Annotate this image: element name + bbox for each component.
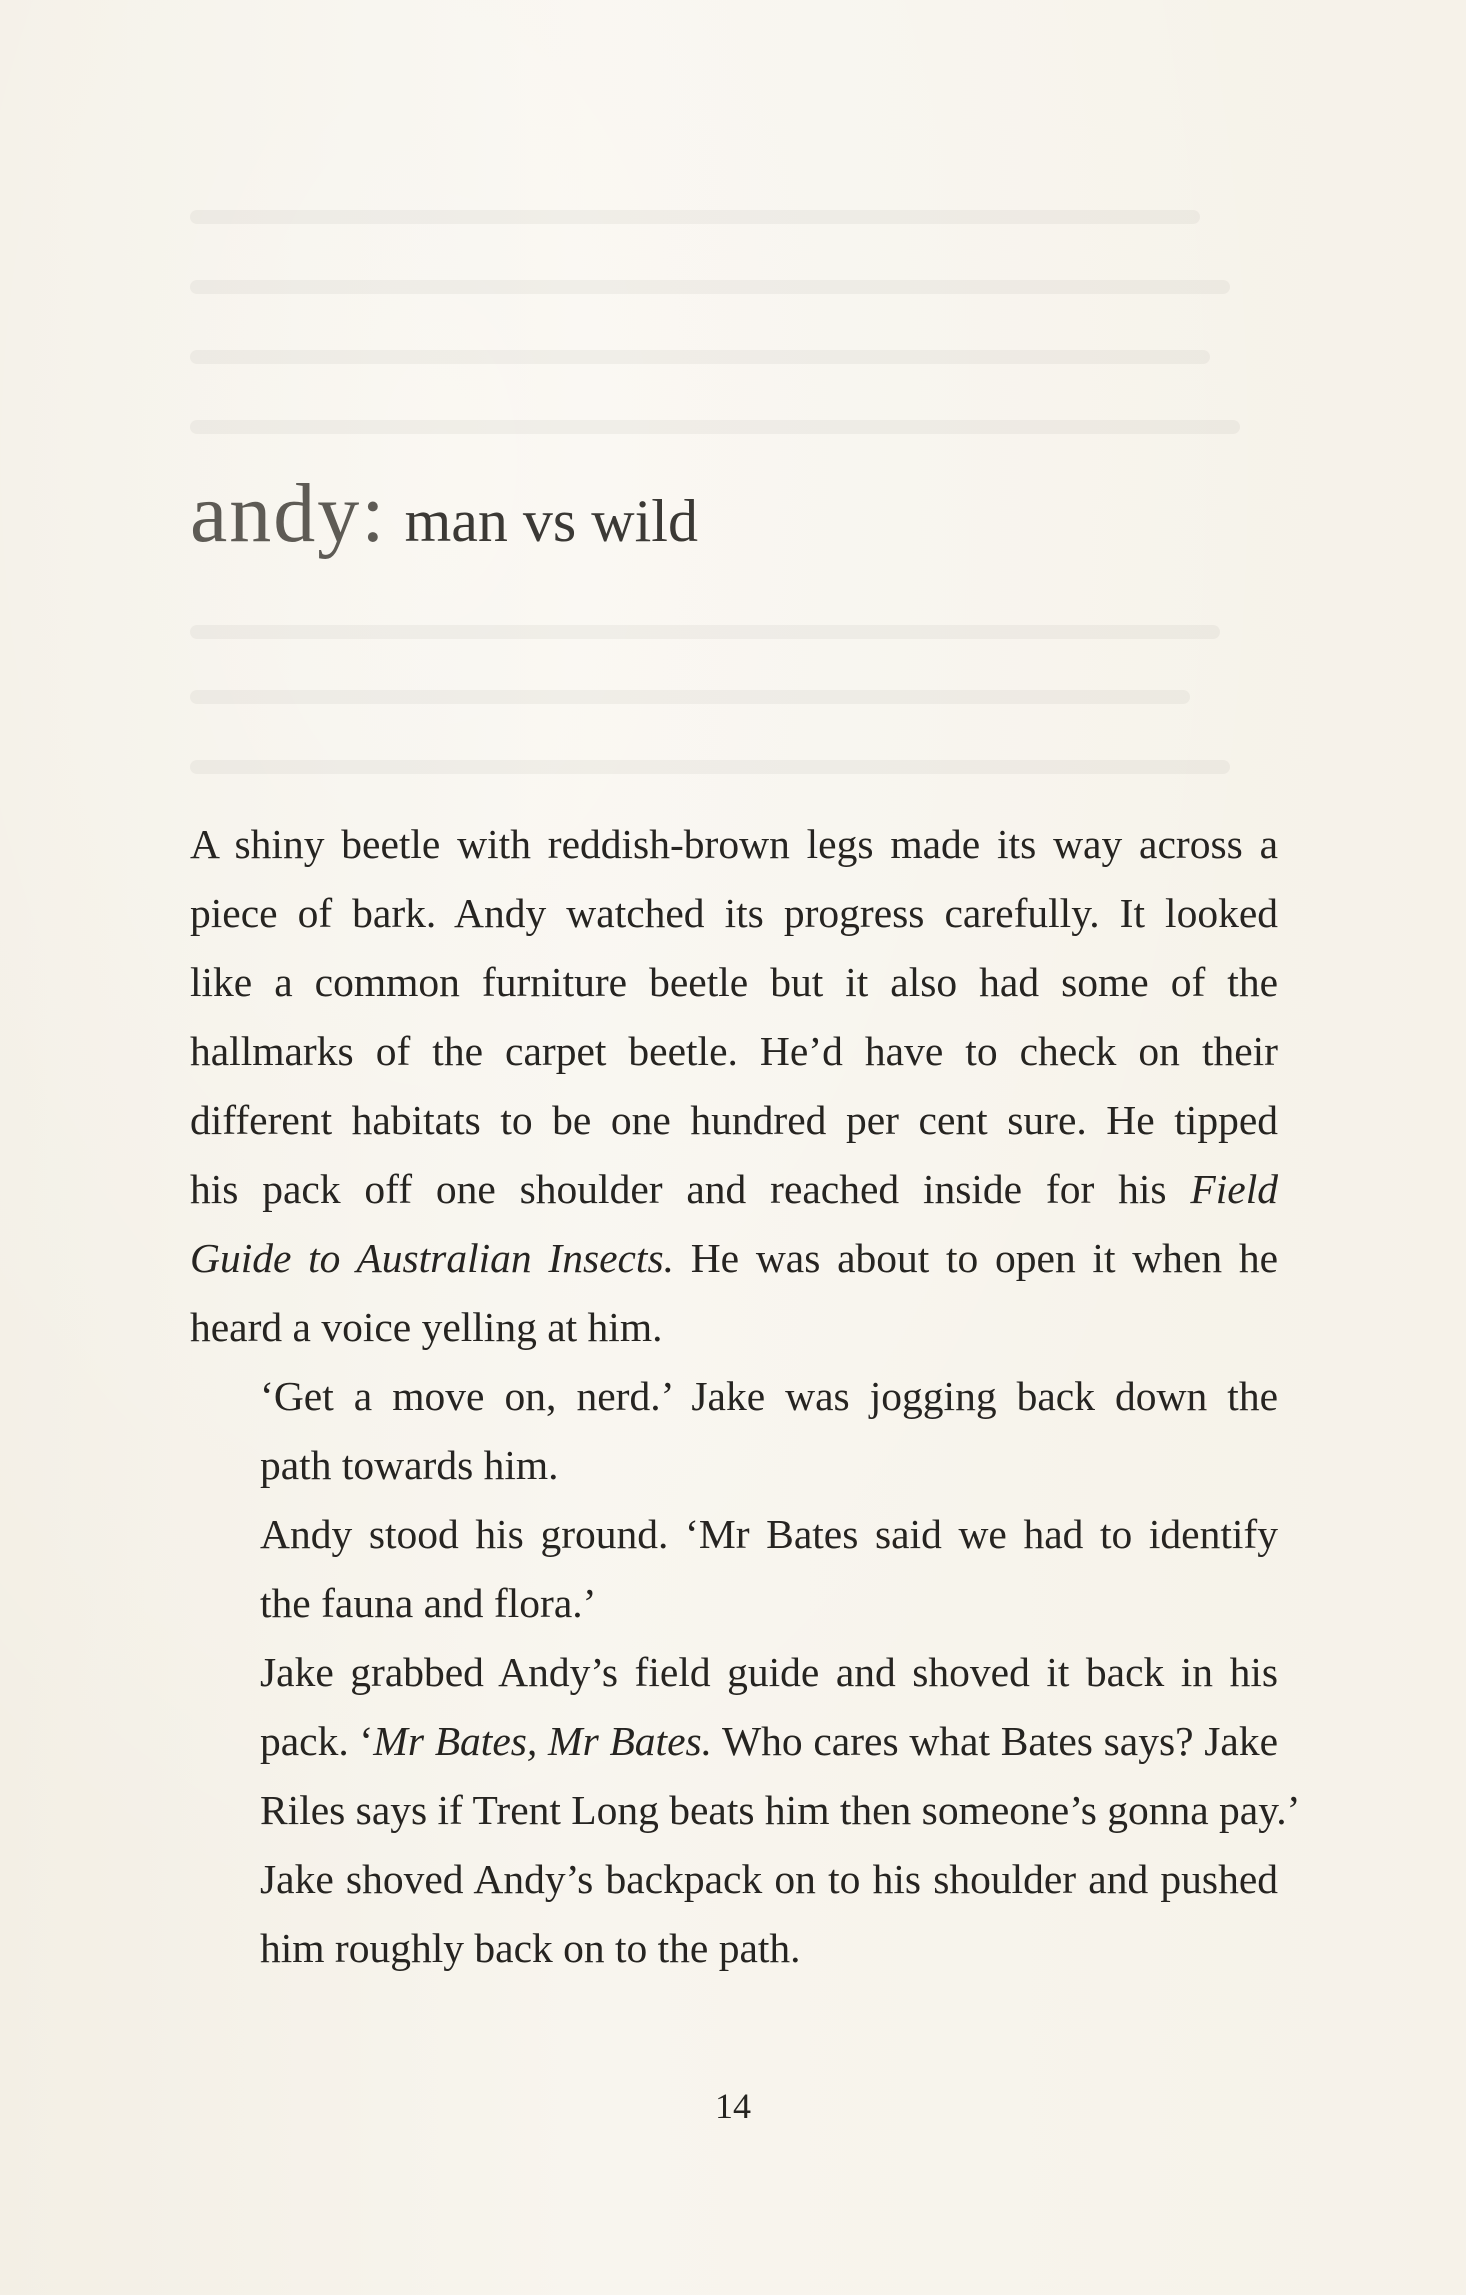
text-run: Andy stood his ground. ‘Mr Bates said we had to identify (260, 1511, 1278, 1557)
text-run: ‘Get a move on, nerd.’ Jake was jogging back down the (260, 1373, 1278, 1419)
text-line (190, 1569, 1278, 1638)
chapter-heading (190, 465, 698, 562)
italic-text-run: Field (1190, 1166, 1278, 1212)
text-line (190, 1155, 1278, 1224)
paragraph (190, 1638, 1301, 1983)
text-line (190, 1293, 1278, 1362)
text-line (190, 1638, 1278, 1707)
paragraph (190, 1362, 1278, 1500)
text-line (190, 1776, 1301, 1845)
show-through-line (190, 350, 1210, 364)
italic-text-run: Mr Bates, Mr Bates. (373, 1718, 713, 1764)
text-line (190, 879, 1278, 948)
show-through-line (190, 280, 1230, 294)
show-through-line (190, 625, 1220, 639)
text-run: Jake shoved Andy’s backpack on to his shoulder and pushed (260, 1856, 1278, 1902)
text-run: A shiny beetle with reddish-brown legs made its way across a (190, 821, 1278, 867)
text-run: path towards him. (260, 1442, 559, 1488)
text-run: hallmarks of the carpet beetle. He’d have to check on their (190, 1028, 1278, 1074)
text-line (190, 1500, 1278, 1569)
show-through-line (190, 210, 1200, 224)
paragraph (190, 810, 1278, 1362)
text-run: his pack off one shoulder and reached inside for his (190, 1166, 1191, 1212)
show-through-line (190, 690, 1190, 704)
paragraph (190, 1500, 1278, 1638)
text-run: heard a voice yelling at him. (190, 1304, 663, 1350)
show-through-line (190, 760, 1230, 774)
text-line (190, 1914, 1278, 1983)
show-through-line (190, 420, 1240, 434)
text-run: pack. ‘ (260, 1718, 374, 1764)
text-line (190, 1431, 1278, 1500)
text-run: piece of bark. Andy watched its progress carefully. It looked (190, 890, 1278, 936)
chapter-subtitle: man vs wild (404, 488, 698, 554)
body-text (190, 810, 1301, 1983)
italic-text-run: Guide to Australian Insects. (190, 1235, 674, 1281)
text-run: like a common furniture beetle but it also had some of the (190, 959, 1278, 1005)
text-run: Jake grabbed Andy’s field guide and shoved it back in his (260, 1649, 1278, 1695)
text-run: him roughly back on to the path. (260, 1925, 801, 1971)
text-line (190, 810, 1278, 879)
text-line (190, 1707, 1278, 1776)
text-line (190, 1362, 1278, 1431)
text-line (190, 1017, 1278, 1086)
text-run: He was about to open it when he (673, 1235, 1278, 1281)
chapter-name: andy: (190, 467, 387, 560)
text-line (190, 1845, 1278, 1914)
text-run: Riles says if Trent Long beats him then someone’s gonna pay.’ (260, 1787, 1301, 1833)
text-run: different habitats to be one hundred per cent sure. He tipped (190, 1097, 1278, 1143)
text-line (190, 1086, 1278, 1155)
text-line (190, 948, 1278, 1017)
page-number: 14 (715, 2086, 751, 2126)
text-line (190, 1224, 1278, 1293)
text-run: the fauna and flora.’ (260, 1580, 597, 1626)
text-run: Who cares what Bates says? Jake (712, 1718, 1279, 1764)
